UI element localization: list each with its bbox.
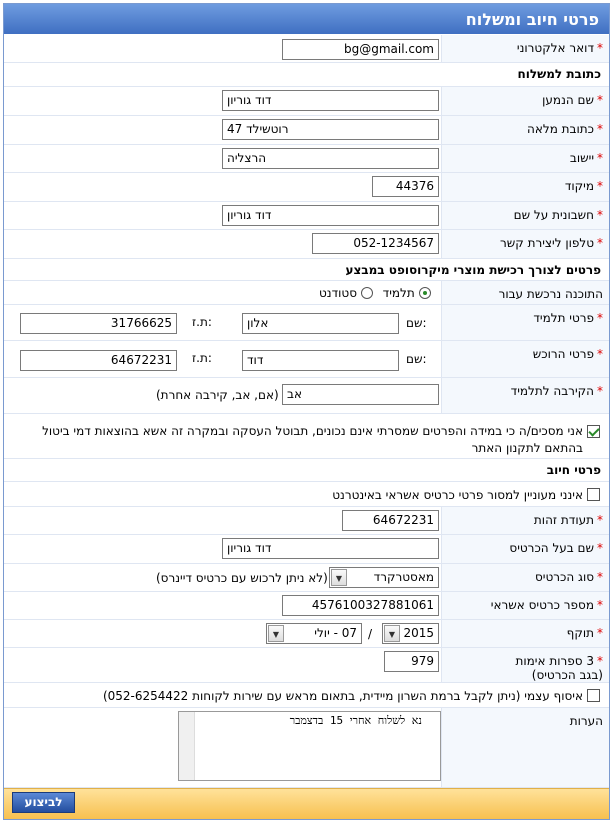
no-card-row — [4, 482, 609, 507]
buyer-details-label: פרטי הרוכש — [532, 347, 594, 361]
card-type-value: מאסטרקרד — [373, 570, 434, 584]
zip-input[interactable]: 44376 — [372, 176, 439, 197]
id-number-label: תעודת זהות — [533, 513, 594, 527]
chevron-down-icon: ▼ — [384, 625, 400, 642]
address-row: *כתובת מלאה רוטשילד 47 — [4, 116, 609, 145]
expiry-year-select[interactable] — [382, 623, 439, 644]
student-option-label: סטודנט — [319, 286, 357, 300]
zip-row: *מיקוד 44376 — [4, 173, 609, 202]
pupil-details-label: פרטי תלמיד — [533, 311, 594, 325]
form-footer — [4, 788, 609, 819]
card-owner-label: שם בעל הכרטיס — [509, 541, 594, 555]
card-number-input[interactable]: 4576100327881061 — [282, 595, 439, 616]
relation-label: הקירבה לתלמיד — [510, 384, 594, 398]
shipping-section-title: כתובת למשלוח — [4, 63, 609, 87]
no-card-text: אינני מעוניין למסור פרטי כרטיס אשראי באינטרנט — [332, 488, 583, 502]
pupil-name-label: שם: — [406, 316, 427, 330]
pupil-id-label: ת.ז: — [192, 315, 212, 329]
no-card-checkbox[interactable] — [587, 488, 600, 501]
required-asterisk: * — [597, 41, 603, 55]
recipient-input[interactable]: דוד גוריון — [222, 90, 439, 111]
cvv-sub-label: (בגב הכרטיס) — [531, 668, 603, 682]
pupil-details-row: *פרטי תלמיד שם: אלון ת.ז: 31766625 — [4, 305, 609, 341]
pickup-row — [4, 683, 609, 708]
relation-hint: (אם, אב, קירבה אחרת) — [156, 388, 279, 402]
invoice-name-row: *חשבונית על שם דוד גוריון — [4, 202, 609, 230]
notes-value: נא לשלוח אחרי 15 בדצמבר — [289, 714, 422, 727]
notes-textarea[interactable] — [178, 711, 441, 781]
agree-checkbox[interactable] — [587, 425, 600, 438]
buyer-id-label: ת.ז: — [192, 351, 212, 365]
notes-scrollbar[interactable] — [179, 712, 195, 780]
city-input[interactable]: הרצליה — [222, 148, 439, 169]
relation-row: *הקירבה לתלמיד אב (אם, אב, קירבה אחרת) — [4, 378, 609, 414]
card-type-select[interactable] — [329, 567, 439, 588]
id-number-input[interactable]: 64672231 — [342, 510, 439, 531]
chevron-down-icon: ▼ — [331, 569, 347, 586]
pickup-text: איסוף עצמי (ניתן לקבל ברמת השרון מיידית, בתאום מראש עם שירות לקוחות 052-6254422) — [102, 689, 583, 703]
expiry-row: *תוקף 2015 ▼ / 07 - יולי ▼ — [4, 620, 609, 648]
notes-label: הערות — [569, 714, 603, 728]
recipient-label: שם הנמען — [542, 93, 594, 107]
expiry-year-value: 2015 — [403, 626, 434, 640]
city-row: *יישוב הרצליה — [4, 145, 609, 173]
cvv-row: *3 ספרות אימות (בגב הכרטיס) 979 — [4, 648, 609, 683]
expiry-label: תוקף — [566, 626, 594, 640]
pupil-option-label: תלמיד — [382, 286, 415, 300]
billing-shipping-form — [3, 3, 610, 820]
cvv-input[interactable]: 979 — [384, 651, 439, 672]
pupil-name-input[interactable]: אלון — [242, 313, 399, 334]
cvv-label: 3 ספרות אימות — [515, 654, 594, 668]
agree-text-line2: בהתאם לתקנון האתר — [471, 441, 583, 455]
card-owner-input[interactable]: דוד גוריון — [222, 538, 439, 559]
agree-row — [4, 414, 609, 459]
invoice-name-input[interactable]: דוד גוריון — [222, 205, 439, 226]
pupil-radio[interactable] — [419, 287, 431, 299]
expiry-separator: / — [368, 627, 373, 641]
expiry-month-value: 07 - יולי — [314, 626, 357, 640]
buyer-details-row: *פרטי הרוכש שם: דוד ת.ז: 64672231 — [4, 341, 609, 378]
chevron-down-icon: ▼ — [268, 625, 284, 642]
form-title: פרטי חיוב ומשלוח — [4, 4, 609, 34]
agree-text-line1: אני מסכים/ה כי במידה והפרטים שמסרתי אינם נכונים, תבוטל העסקה ובמקרה זה אשא בהוצאות דמי ביטול — [42, 424, 583, 438]
phone-row: *טלפון ליצירת קשר 052-1234567 — [4, 230, 609, 259]
address-label: כתובת מלאה — [527, 122, 594, 136]
pupil-id-input[interactable]: 31766625 — [20, 313, 177, 334]
expiry-month-select[interactable] — [266, 623, 362, 644]
card-number-row: *מספר כרטיס אשראי 4576100327881061 — [4, 592, 609, 620]
card-owner-row: *שם בעל הכרטיס דוד גוריון — [4, 535, 609, 564]
microsoft-section-title: פרטים לצורך רכישת מוצרי מיקרוסופט במבצע — [4, 259, 609, 281]
card-type-row: *סוג הכרטיס מאסטרקרד ▼ (לא ניתן לרכוש עם כרטיס דיינרס) — [4, 564, 609, 592]
student-radio[interactable] — [361, 287, 373, 299]
buyer-name-label: שם: — [406, 352, 427, 366]
purchase-for-row — [4, 281, 609, 305]
purchase-for-label: התוכנה נרכשת עבור — [498, 287, 603, 301]
invoice-name-label: חשבונית על שם — [513, 208, 594, 222]
relation-input[interactable]: אב — [282, 384, 439, 405]
phone-label: טלפון ליצירת קשר — [499, 236, 594, 250]
pickup-checkbox[interactable] — [587, 689, 600, 702]
zip-label: מיקוד — [564, 179, 594, 193]
recipient-row: *שם הנמען דוד גוריון — [4, 87, 609, 116]
phone-input[interactable]: 052-1234567 — [312, 233, 439, 254]
email-row — [4, 35, 609, 63]
card-type-label: סוג הכרטיס — [534, 570, 594, 584]
card-number-label: מספר כרטיס אשראי — [490, 598, 594, 612]
email-label: דואר אלקטרוני — [516, 41, 594, 55]
buyer-id-input[interactable]: 64672231 — [20, 350, 177, 371]
card-type-hint: (לא ניתן לרכוש עם כרטיס דיינרס) — [156, 571, 328, 585]
city-label: יישוב — [569, 151, 594, 165]
id-number-row: *תעודת זהות 64672231 — [4, 507, 609, 535]
address-input[interactable]: רוטשילד 47 — [222, 119, 439, 140]
buyer-name-input[interactable]: דוד — [242, 350, 399, 371]
email-input[interactable]: bg@gmail.com — [282, 39, 439, 60]
submit-button[interactable]: לביצוע — [12, 792, 75, 813]
billing-section-title: פרטי חיוב — [4, 459, 609, 482]
